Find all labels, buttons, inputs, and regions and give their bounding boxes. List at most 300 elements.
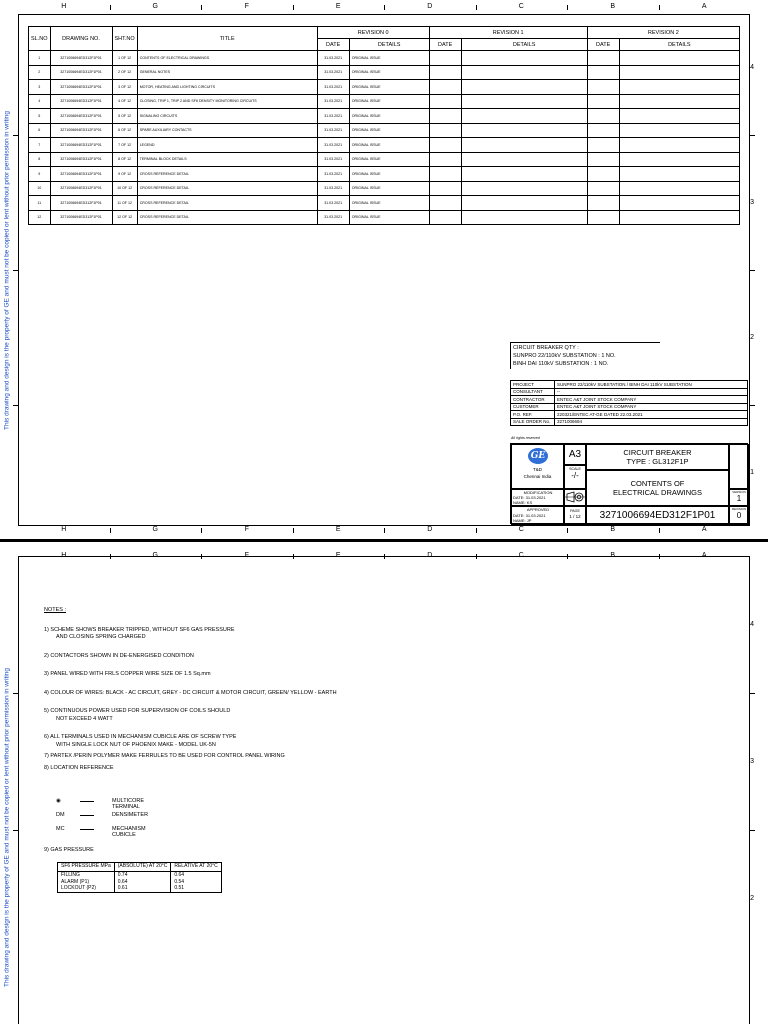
zone-label-c: C [518, 552, 524, 559]
cell-rev0-date: 31.03.2021 [317, 51, 349, 66]
zone-row-label-4: 4 [750, 63, 754, 71]
zone-ruler-bottom [18, 526, 750, 536]
sale-order-value: 3271006694 [555, 418, 748, 426]
cell-drawing-no: 3271006694ED312F1P01 [50, 123, 112, 138]
cell-rev0-details: ORIGINAL ISSUE [349, 181, 429, 196]
qty-binh-dai: BINH DAI 110kV SUBSTATION : 1 NO. [513, 361, 609, 367]
cell-rev1-details [461, 167, 587, 182]
note-9: 9) GAS PRESSURE [44, 847, 94, 853]
cell-rev1-date [429, 196, 461, 211]
gas-table-value: 0.61 [117, 885, 128, 891]
location-ref-symbol: ◉ [56, 798, 61, 804]
zone-tick [476, 554, 477, 559]
modification-name: NAME: KS [513, 500, 533, 505]
cell-rev0-details: ORIGINAL ISSUE [349, 123, 429, 138]
cell-drawing-no: 3271006694ED312F1P01 [50, 181, 112, 196]
zone-label-h: H [61, 3, 67, 10]
qty-heading: CIRCUIT BREAKER QTY : [513, 345, 579, 351]
modification-date: DATE: 31.03.2021 [513, 495, 546, 500]
register-row [29, 181, 740, 196]
cell-title: MOTOR, HEATING AND LIGHTING CIRCUITS [137, 80, 317, 95]
sale-order-label: SALE ORDER No. [511, 418, 555, 426]
cell-rev2-details [619, 123, 739, 138]
register-row [29, 210, 740, 225]
cell-rev2-details [619, 80, 739, 95]
zone-left-tick [13, 135, 18, 136]
cell-rev2-date [587, 109, 619, 124]
zone-label-f: F [244, 526, 249, 533]
zone-label-f: F [244, 552, 249, 559]
modification-cell [511, 489, 564, 506]
cell-rev0-date: 31.03.2021 [317, 152, 349, 167]
approved-cell [511, 506, 564, 525]
gas-table-header: SF6 PRESSURE MPa [58, 863, 115, 872]
cell-rev1-date [429, 65, 461, 80]
cell-rev0-details: ORIGINAL ISSUE [349, 152, 429, 167]
cell-rev1-details [461, 65, 587, 80]
gas-table-value: 0.74 [117, 872, 128, 878]
col-rev1-details: DETAILS [461, 39, 587, 51]
zone-label-b: B [610, 552, 616, 559]
cell-rev0-date: 31.03.2021 [317, 94, 349, 109]
zone-label-d: D [427, 526, 433, 533]
cell-sht-no: 11 OF 12 [112, 196, 137, 211]
version-label: VERSION [732, 490, 746, 494]
col-sht-no: SHT.NO [112, 27, 137, 51]
note-4: 4) COLOUR OF WIRES: BLACK - AC CIRCUIT, GREY - DC CIRCUIT & MOTOR CIRCUIT, GREEN/ YELLOW - EARTH [44, 689, 337, 696]
cell-rev1-details [461, 94, 587, 109]
drawing-register-table [28, 26, 740, 225]
zone-tick [567, 554, 568, 559]
register-row [29, 94, 740, 109]
approved-name: NAME: JP [513, 518, 532, 523]
cell-slno: 3 [29, 80, 51, 95]
location-ref-dash [80, 801, 94, 802]
cell-rev2-details [619, 152, 739, 167]
cell-rev0-date: 31.03.2021 [317, 65, 349, 80]
note-1-cont: AND CLOSING SPRING CHARGED [56, 634, 146, 640]
drawing-title [586, 470, 729, 506]
cell-title: TERMINAL BLOCK DETAILS [137, 152, 317, 167]
cell-title: CONTENTS OF ELECTRICAL DRAWINGS [137, 51, 317, 66]
zone-label-g: G [152, 526, 158, 533]
cell-rev1-date [429, 210, 461, 225]
cell-rev1-date [429, 123, 461, 138]
col-drawing-no: DRAWING NO. [50, 27, 112, 51]
gas-table-value: 0.54 [174, 878, 185, 885]
cell-drawing-no: 3271006694ED312F1P01 [50, 210, 112, 225]
cell-sht-no: 12 OF 12 [112, 210, 137, 225]
po-label: P.O. REF. [511, 411, 555, 419]
location-ref-symbol: MC [56, 826, 65, 832]
rights-reserved: All rights reserved [511, 436, 540, 440]
register-row [29, 167, 740, 182]
zone-ruler-top [18, 552, 750, 562]
note-3: 3) PANEL WIRED WITH FRLS COPPER WIRE SIZE OF 1.5 Sq.mm [44, 671, 211, 677]
zone-row-label-2: 2 [750, 333, 754, 341]
zone-label-c: C [518, 526, 524, 533]
zone-label-d: D [427, 552, 433, 559]
breaker-quantity-note [510, 342, 660, 369]
cell-slno: 2 [29, 65, 51, 80]
cell-rev0-date: 31.03.2021 [317, 167, 349, 182]
scale-label: SCALE [569, 467, 581, 471]
zone-label-h: H [61, 526, 67, 533]
revision-value: 0 [736, 511, 742, 520]
cell-drawing-no: 3271006694ED312F1P01 [50, 167, 112, 182]
cell-rev1-date [429, 80, 461, 95]
version-value: 1 [736, 494, 742, 503]
register-row [29, 51, 740, 66]
note-6: 6) ALL TERMINALS USED IN MECHANISM CUBICLE ARE OF SCREW TYPE [44, 734, 237, 740]
gas-table-value: FILLING [61, 872, 80, 878]
zone-tick [110, 528, 111, 533]
zone-row-label-3: 3 [750, 757, 754, 765]
cell-title: SPARE AUXILIARY CONTACTS [137, 123, 317, 138]
zone-tick [384, 5, 385, 10]
zone-tick [384, 528, 385, 533]
approved-date: DATE: 31.03.2021 [513, 512, 546, 518]
zone-label-f: F [244, 3, 249, 10]
cell-rev2-details [619, 167, 739, 182]
zone-tick [476, 5, 477, 10]
product-title [586, 444, 729, 470]
cell-rev1-details [461, 181, 587, 196]
cell-title: CLOSING, TRIP 1, TRIP 2 AND SF6 DENSITY MONITORING CIRCUITS [137, 94, 317, 109]
cell-rev0-date: 31.03.2021 [317, 109, 349, 124]
register-row [29, 65, 740, 80]
col-rev2-details: DETAILS [619, 39, 739, 51]
zone-right-tick [750, 405, 755, 406]
cell-slno: 11 [29, 196, 51, 211]
gas-table-value: 0.64 [174, 872, 185, 878]
cell-slno: 9 [29, 167, 51, 182]
zone-right-tick [750, 135, 755, 136]
zone-tick [110, 5, 111, 10]
cell-rev1-details [461, 123, 587, 138]
col-rev2: REVISION 2 [587, 27, 739, 39]
zone-ruler-top [18, 3, 750, 13]
cell-drawing-no: 3271006694ED312F1P01 [50, 138, 112, 153]
cell-rev0-details: ORIGINAL ISSUE [349, 94, 429, 109]
register-row [29, 138, 740, 153]
page-value: 1 / 12 [569, 514, 581, 519]
gas-table-column [114, 872, 171, 893]
zone-tick [293, 528, 294, 533]
modification-label: MODIFICATION [523, 490, 553, 495]
location-ref-dash [80, 815, 94, 816]
location-ref-text: MECHANISM CUBICLE [112, 826, 146, 838]
col-rev0: REVISION 0 [317, 27, 429, 39]
cell-slno: 8 [29, 152, 51, 167]
cell-rev2-date [587, 167, 619, 182]
projection-icon [565, 490, 585, 504]
contractor-label: CONTRACTOR [511, 396, 555, 404]
cell-rev2-date [587, 65, 619, 80]
po-value: 220321/ENTEC AT-GE DATED 22.03.2021 [555, 411, 748, 419]
cell-rev0-details: ORIGINAL ISSUE [349, 109, 429, 124]
cell-drawing-no: 3271006694ED312F1P01 [50, 94, 112, 109]
cell-rev0-details: ORIGINAL ISSUE [349, 51, 429, 66]
col-title: TITLE [137, 27, 317, 51]
cell-rev2-details [619, 94, 739, 109]
projection-symbol [564, 489, 586, 506]
drawing-number: 3271006694ED312F1P01 [586, 506, 729, 525]
zone-row-label-4: 4 [750, 620, 754, 628]
note-7: 7) PARTEX /PERIN POLYMER MAKE FERRULES TO BE USED FOR CONTROL PANEL WIRING [44, 753, 285, 759]
cell-rev2-details [619, 51, 739, 66]
cell-drawing-no: 3271006694ED312F1P01 [50, 65, 112, 80]
zone-tick [110, 554, 111, 559]
zone-tick [384, 554, 385, 559]
cell-rev2-date [587, 80, 619, 95]
cell-drawing-no: 3271006694ED312F1P01 [50, 109, 112, 124]
gas-table-header: (ABSOLUTE) AT 20°C [114, 863, 171, 872]
cell-sht-no: 10 OF 12 [112, 181, 137, 196]
location-ref-dash [80, 829, 94, 830]
gas-table-header: RELATIVE AT 20°C [171, 863, 221, 872]
col-rev2-date: DATE [587, 39, 619, 51]
cell-rev1-details [461, 109, 587, 124]
sheet-general-notes [0, 542, 768, 1024]
cell-sht-no: 4 OF 12 [112, 94, 137, 109]
cell-rev1-date [429, 94, 461, 109]
zone-tick [201, 5, 202, 10]
cell-rev2-date [587, 94, 619, 109]
cell-drawing-no: 3271006694ED312F1P01 [50, 152, 112, 167]
cell-rev1-date [429, 152, 461, 167]
blank-cell [729, 444, 749, 489]
cell-sht-no: 6 OF 12 [112, 123, 137, 138]
zone-row-label-1: 1 [750, 468, 754, 476]
cell-slno: 7 [29, 138, 51, 153]
copyright-side-text: This drawing and design is the property of GE and must not be copied or lent without prior permission in writing [3, 667, 11, 987]
cell-title: CROSS REFERENCE DETAIL [137, 210, 317, 225]
sheet-size: A3 [564, 444, 586, 465]
company-cell [511, 444, 564, 489]
cell-rev0-date: 31.03.2021 [317, 196, 349, 211]
zone-label-b: B [610, 3, 616, 10]
register-row [29, 109, 740, 124]
cell-rev1-date [429, 167, 461, 182]
cell-rev1-details [461, 138, 587, 153]
customer-label: CUSTOMER [511, 403, 555, 411]
zone-label-g: G [152, 552, 158, 559]
cell-rev0-date: 31.03.2021 [317, 123, 349, 138]
cell-rev0-details: ORIGINAL ISSUE [349, 167, 429, 182]
cell-sht-no: 2 OF 12 [112, 65, 137, 80]
zone-tick [293, 554, 294, 559]
approved-label: APPROVED [526, 507, 550, 512]
customer-value: ENTEC A&T JOINT STOCK COMPANY [555, 403, 748, 411]
cell-slno: 6 [29, 123, 51, 138]
register-row [29, 196, 740, 211]
cell-rev2-details [619, 196, 739, 211]
zone-row-label-2: 2 [750, 894, 754, 902]
cell-slno: 10 [29, 181, 51, 196]
zone-right-tick [750, 830, 755, 831]
register-row [29, 152, 740, 167]
cell-title: CROSS REFERENCE DETAIL [137, 181, 317, 196]
cell-rev0-date: 31.03.2021 [317, 210, 349, 225]
cell-rev1-date [429, 51, 461, 66]
zone-tick [567, 5, 568, 10]
zone-right-tick [750, 693, 755, 694]
zone-tick [567, 528, 568, 533]
ge-logo: GE [528, 448, 548, 464]
consultant-label: CONSULTANT [511, 388, 555, 396]
cell-rev0-details: ORIGINAL ISSUE [349, 210, 429, 225]
company-line2: Chennai India [523, 474, 552, 479]
cell-slno: 5 [29, 109, 51, 124]
drawing-title-line2: ELECTRICAL DRAWINGS [612, 488, 703, 497]
location-ref-text: DENSIMETER [112, 812, 149, 818]
cell-rev2-date [587, 196, 619, 211]
cell-rev1-details [461, 51, 587, 66]
zone-label-a: A [701, 526, 707, 533]
drawing-title-line1: CONTENTS OF [630, 479, 685, 488]
register-row [29, 123, 740, 138]
cell-rev2-date [587, 51, 619, 66]
zone-tick [201, 554, 202, 559]
cell-rev2-date [587, 123, 619, 138]
zone-label-e: E [335, 552, 341, 559]
zone-label-e: E [335, 3, 341, 10]
gas-table-column [58, 872, 115, 893]
zone-left-tick [13, 270, 18, 271]
cell-title: SIGNALING CIRCUITS [137, 109, 317, 124]
note-5: 5) CONTINUOUS POWER USED FOR SUPERVISION OF COILS SHOULD [44, 708, 231, 714]
zone-label-a: A [701, 3, 707, 10]
zone-row-label-3: 3 [750, 198, 754, 206]
gas-table-value: 0.51 [174, 885, 185, 891]
scale-value: -/- [571, 471, 579, 480]
cell-rev0-date: 31.03.2021 [317, 181, 349, 196]
cell-rev2-date [587, 210, 619, 225]
cell-title: CROSS REFERENCE DETAIL [137, 196, 317, 211]
note-2: 2) CONTACTORS SHOWN IN DE-ENERGISED CONDITION [44, 652, 194, 659]
cell-drawing-no: 3271006694ED312F1P01 [50, 80, 112, 95]
zone-label-h: H [61, 552, 67, 559]
gas-table-column [171, 872, 221, 893]
cell-rev2-date [587, 138, 619, 153]
cell-rev2-details [619, 65, 739, 80]
company-line1: T&D [533, 467, 542, 472]
note-5-cont: NOT EXCEED 4 WATT [56, 715, 113, 722]
col-rev0-date: DATE [317, 39, 349, 51]
cell-drawing-no: 3271006694ED312F1P01 [50, 196, 112, 211]
zone-tick [659, 5, 660, 10]
product-title-line1: CIRCUIT BREAKER [623, 448, 692, 457]
cell-slno: 1 [29, 51, 51, 66]
revision-label: REVISION [731, 507, 747, 511]
project-info-table [510, 380, 748, 426]
cell-title: LEGEND [137, 138, 317, 153]
cell-rev1-details [461, 196, 587, 211]
register-row [29, 80, 740, 95]
col-rev0-details: DETAILS [349, 39, 429, 51]
copyright-side-text: This drawing and design is the property of GE and must not be copied or lent without prior permission in writing [3, 110, 11, 430]
zone-tick [293, 5, 294, 10]
zone-tick [659, 554, 660, 559]
cell-rev1-date [429, 138, 461, 153]
note-6-cont: WITH SINGLE LOCK NUT OF PHOENIX MAKE - MODEL UK-5N [56, 741, 216, 748]
cell-title: GENERAL NOTES [137, 65, 317, 80]
cell-rev2-details [619, 109, 739, 124]
zone-tick [201, 528, 202, 533]
location-ref-symbol: DM [56, 812, 65, 818]
notes-heading: NOTES : [44, 607, 67, 613]
cell-rev0-date: 31.03.2021 [317, 80, 349, 95]
cell-rev1-date [429, 109, 461, 124]
title-block [510, 443, 748, 524]
gas-table-body-row [58, 872, 222, 893]
cell-sht-no: 8 OF 12 [112, 152, 137, 167]
location-ref-text: MULTICORE TERMINAL [112, 798, 144, 810]
cell-rev2-details [619, 210, 739, 225]
cell-rev0-details: ORIGINAL ISSUE [349, 196, 429, 211]
general-notes [44, 607, 337, 772]
cell-slno: 12 [29, 210, 51, 225]
scale-cell [564, 465, 586, 489]
cell-drawing-no: 3271006694ED312F1P01 [50, 51, 112, 66]
col-slno: SL.NO [29, 27, 51, 51]
gas-pressure-table [57, 862, 222, 893]
zone-right-tick [750, 270, 755, 271]
gas-table-value: LOCKOUT (P2) [61, 885, 96, 891]
zone-label-a: A [701, 552, 707, 559]
consultant-value: -- [555, 388, 748, 396]
cell-slno: 4 [29, 94, 51, 109]
revision-cell [729, 506, 749, 525]
gas-table-value: ALARM (P1) [61, 878, 90, 885]
cell-sht-no: 7 OF 12 [112, 138, 137, 153]
cell-title: CROSS REFERENCE DETAIL [137, 167, 317, 182]
project-value: SUNPRO 22/110kV SUBSTATION / BINH DAI 110kV SUBSTATION [555, 381, 748, 389]
product-title-line2: TYPE : GL312F1P [626, 457, 689, 466]
zone-tick [476, 528, 477, 533]
zone-label-b: B [610, 526, 616, 533]
cell-rev1-details [461, 152, 587, 167]
cell-rev2-date [587, 152, 619, 167]
zone-tick [659, 528, 660, 533]
zone-left-tick [13, 405, 18, 406]
cell-sht-no: 3 OF 12 [112, 80, 137, 95]
cell-rev2-date [587, 181, 619, 196]
contractor-value: ENTEC A&T JOINT STOCK COMPANY [555, 396, 748, 404]
cell-sht-no: 5 OF 12 [112, 109, 137, 124]
zone-left-tick [13, 693, 18, 694]
gas-table-value: 0.64 [117, 878, 128, 885]
cell-rev1-details [461, 210, 587, 225]
cell-rev1-date [429, 181, 461, 196]
page-label: PAGE [570, 509, 580, 513]
cell-rev0-details: ORIGINAL ISSUE [349, 65, 429, 80]
zone-label-d: D [427, 3, 433, 10]
cell-rev0-details: ORIGINAL ISSUE [349, 138, 429, 153]
qty-sunpro: SUNPRO 22/110kV SUBSTATION : 1 NO. [513, 353, 616, 359]
zone-label-c: C [518, 3, 524, 10]
cell-rev0-details: ORIGINAL ISSUE [349, 80, 429, 95]
note-1: 1) SCHEME SHOWS BREAKER TRIPPED, WITHOUT SF6 GAS PRESSURE [44, 626, 235, 633]
zone-left-tick [13, 830, 18, 831]
zone-label-e: E [335, 526, 341, 533]
note-8: 8) LOCATION REFERENCE [44, 764, 114, 771]
cell-rev2-details [619, 138, 739, 153]
cell-rev0-date: 31.03.2021 [317, 138, 349, 153]
project-label: PROJECT [511, 381, 555, 389]
cell-sht-no: 1 OF 12 [112, 51, 137, 66]
